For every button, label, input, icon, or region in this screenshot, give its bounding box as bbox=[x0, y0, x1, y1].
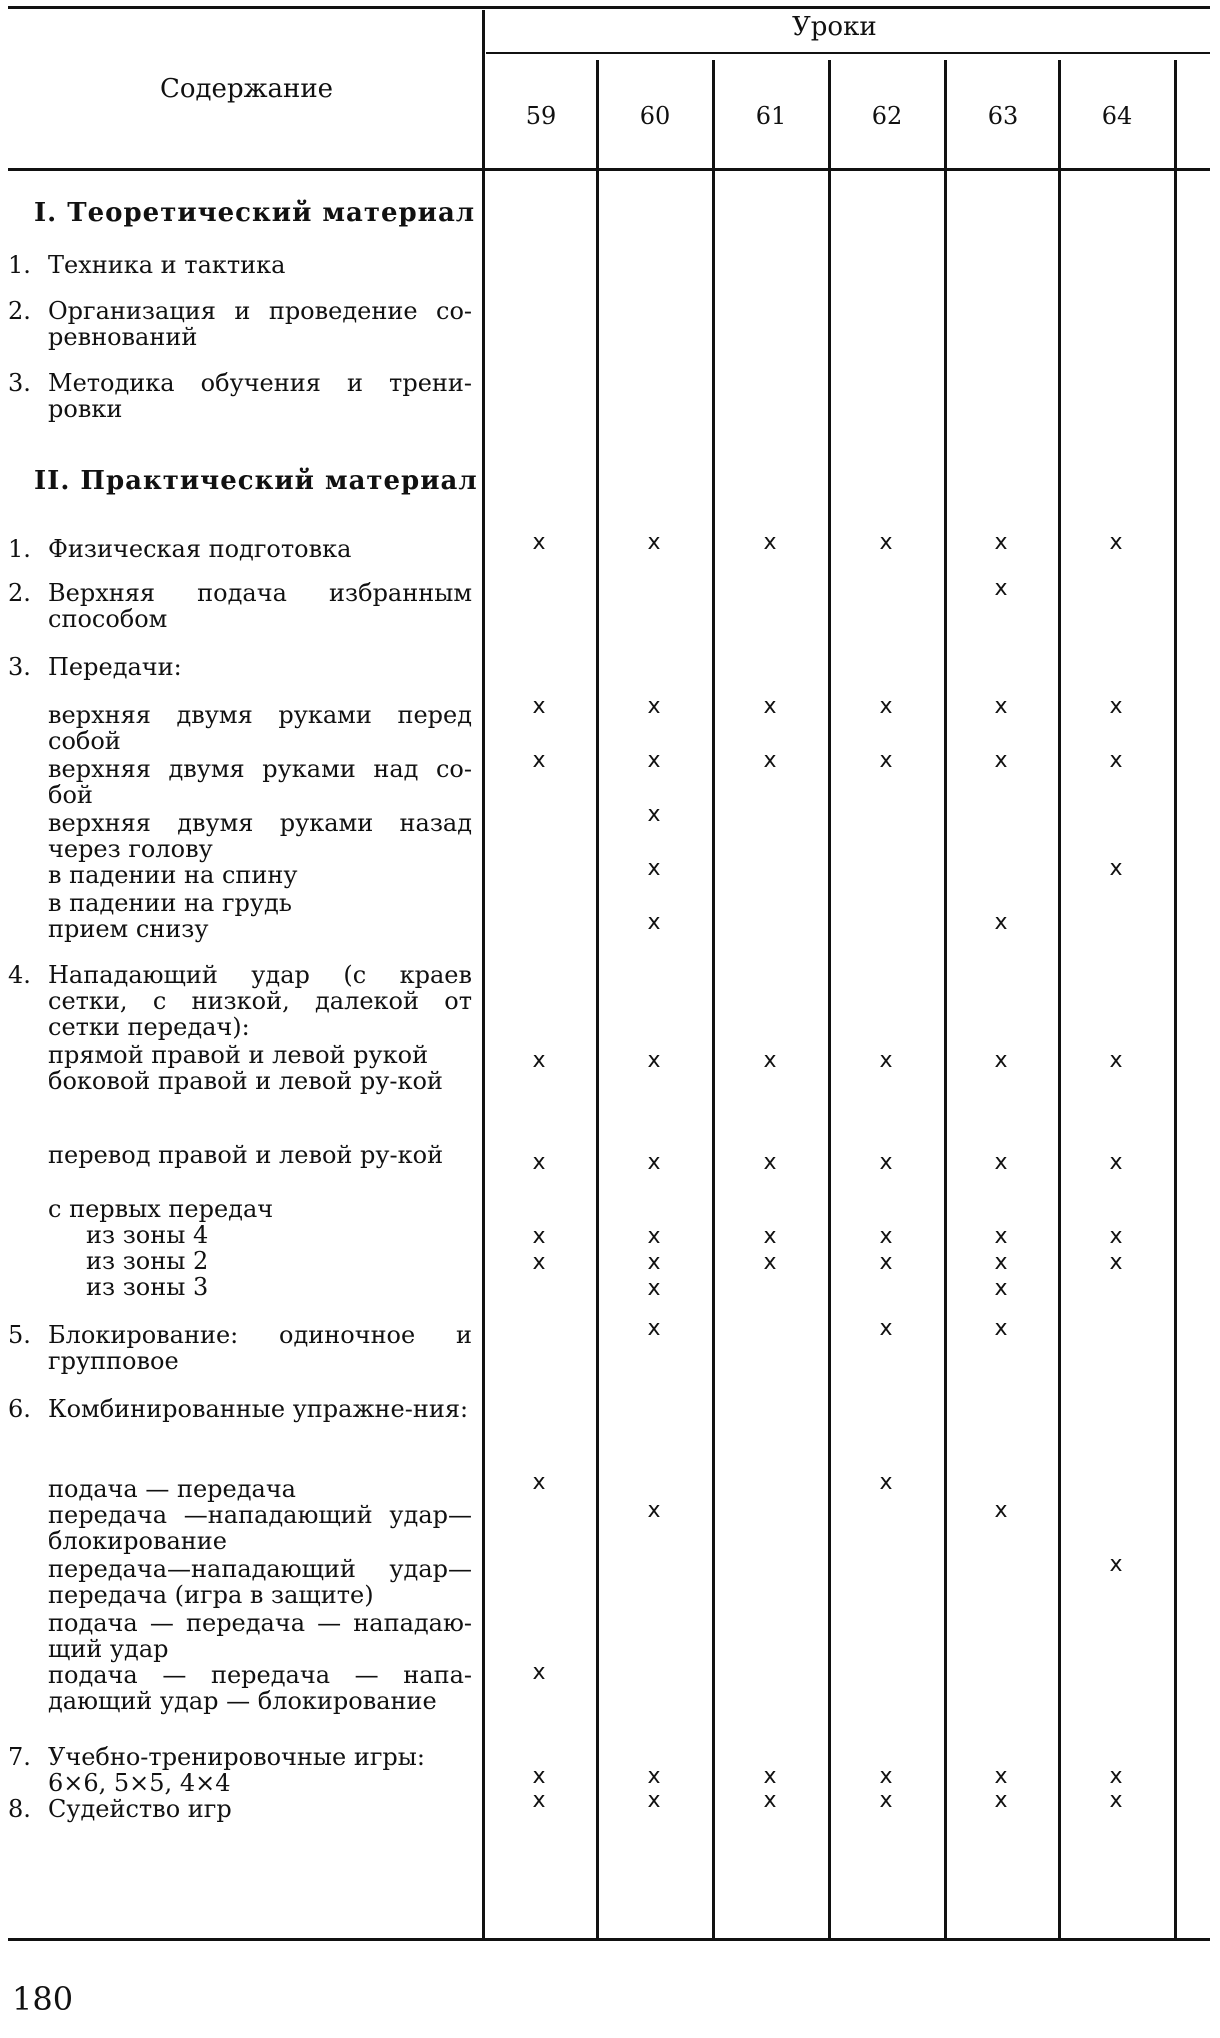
row-text: Судейство игр bbox=[48, 1795, 232, 1823]
lesson-mark: x bbox=[1109, 1764, 1123, 1789]
row-number: 1. bbox=[8, 251, 31, 279]
row-text: Передачи: bbox=[48, 653, 182, 681]
lesson-mark: x bbox=[994, 1276, 1008, 1301]
lesson-mark: x bbox=[879, 1316, 893, 1341]
content-header: Содержание bbox=[160, 74, 334, 104]
row-text: прием снизу bbox=[48, 915, 209, 943]
row-text: Методика обучения и трени-ровки bbox=[48, 369, 472, 423]
page-number: 180 bbox=[12, 1980, 74, 2018]
row-text: Комбинированные упражне-ния: bbox=[48, 1395, 469, 1423]
lesson-mark: x bbox=[532, 1470, 546, 1495]
lesson-mark: x bbox=[1109, 1150, 1123, 1175]
lesson-mark: x bbox=[994, 1224, 1008, 1249]
lesson-mark: x bbox=[763, 1224, 777, 1249]
row-text: Физическая подготовка bbox=[48, 535, 352, 563]
lesson-number: 63 bbox=[987, 102, 1019, 130]
table-bottom-rule bbox=[8, 1938, 1210, 1941]
row-text: Учебно-тренировочные игры: bbox=[48, 1743, 425, 1771]
lesson-mark: x bbox=[994, 1150, 1008, 1175]
lesson-mark: x bbox=[647, 802, 661, 827]
row-text: Нападающий удар (с краев сетки, с низкой, далекой от сетки передач): bbox=[48, 961, 472, 1041]
lesson-mark: x bbox=[879, 1764, 893, 1789]
row-number: 1. bbox=[8, 535, 31, 563]
row-number: 8. bbox=[8, 1795, 31, 1823]
lesson-mark: x bbox=[647, 910, 661, 935]
content-column-divider bbox=[482, 10, 485, 1938]
lesson-mark: x bbox=[647, 1764, 661, 1789]
column-divider bbox=[1058, 60, 1061, 1938]
lesson-mark: x bbox=[647, 694, 661, 719]
lesson-mark: x bbox=[1109, 530, 1123, 555]
row-text: с первых передач bbox=[48, 1195, 274, 1223]
lesson-mark: x bbox=[1109, 1788, 1123, 1813]
lesson-mark: x bbox=[647, 856, 661, 881]
row-number: 4. bbox=[8, 961, 31, 989]
lesson-mark: x bbox=[647, 1048, 661, 1073]
lesson-mark: x bbox=[1109, 1552, 1123, 1577]
lesson-mark: x bbox=[532, 1764, 546, 1789]
lesson-mark: x bbox=[647, 748, 661, 773]
lesson-mark: x bbox=[879, 694, 893, 719]
lesson-mark: x bbox=[763, 1048, 777, 1073]
row-number: 6. bbox=[8, 1395, 31, 1423]
lesson-mark: x bbox=[647, 1224, 661, 1249]
lesson-mark: x bbox=[994, 530, 1008, 555]
lesson-number: 60 bbox=[639, 102, 671, 130]
lesson-mark: x bbox=[994, 1250, 1008, 1275]
row-number: 2. bbox=[8, 297, 31, 325]
lesson-mark: x bbox=[994, 1048, 1008, 1073]
lesson-mark: x bbox=[532, 1048, 546, 1073]
top-rule bbox=[8, 6, 1210, 9]
lesson-mark: x bbox=[994, 748, 1008, 773]
lesson-mark: x bbox=[763, 748, 777, 773]
lesson-mark: x bbox=[1109, 1048, 1123, 1073]
row-number: 7. bbox=[8, 1743, 31, 1771]
lesson-number: 62 bbox=[871, 102, 903, 130]
row-number: 5. bbox=[8, 1321, 31, 1349]
row-text: из зоны 4 bbox=[86, 1221, 209, 1249]
row-text: Верхняя подача избранным способом bbox=[48, 579, 472, 633]
lesson-mark: x bbox=[994, 1498, 1008, 1523]
lesson-mark: x bbox=[532, 694, 546, 719]
lesson-mark: x bbox=[994, 1316, 1008, 1341]
lesson-mark: x bbox=[532, 748, 546, 773]
lesson-mark: x bbox=[532, 1660, 546, 1685]
row-text: из зоны 2 bbox=[86, 1247, 209, 1275]
lesson-mark: x bbox=[994, 910, 1008, 935]
lesson-mark: x bbox=[763, 1764, 777, 1789]
lesson-mark: x bbox=[879, 1048, 893, 1073]
row-text: Организация и проведение со-ревнований bbox=[48, 297, 472, 351]
row-text: Блокирование: одиночное и групповое bbox=[48, 1321, 472, 1375]
lesson-mark: x bbox=[647, 1250, 661, 1275]
lesson-mark: x bbox=[994, 576, 1008, 601]
column-divider bbox=[1174, 60, 1177, 1938]
row-text: верхняя двумя руками назад через голову bbox=[48, 809, 472, 863]
column-divider bbox=[596, 60, 599, 1938]
row-text: из зоны 3 bbox=[86, 1273, 209, 1301]
section-heading-practice: II. Практический материал bbox=[34, 466, 478, 496]
lesson-mark: x bbox=[879, 1150, 893, 1175]
lessons-header: Уроки bbox=[792, 12, 877, 42]
lesson-mark: x bbox=[532, 1150, 546, 1175]
row-text: в падении на грудь bbox=[48, 889, 292, 917]
lesson-mark: x bbox=[763, 530, 777, 555]
row-text: 6×6, 5×5, 4×4 bbox=[48, 1769, 231, 1797]
lesson-mark: x bbox=[1109, 1224, 1123, 1249]
row-text: верхняя двумя руками перед собой bbox=[48, 701, 472, 755]
row-number: 3. bbox=[8, 369, 31, 397]
lesson-mark: x bbox=[532, 1250, 546, 1275]
row-text: боковой правой и левой ру-кой bbox=[48, 1067, 443, 1095]
lesson-number: 59 bbox=[525, 102, 557, 130]
lesson-number: 64 bbox=[1101, 102, 1133, 130]
lesson-mark: x bbox=[647, 1150, 661, 1175]
lesson-mark: x bbox=[647, 530, 661, 555]
lesson-mark: x bbox=[647, 1316, 661, 1341]
lesson-mark: x bbox=[879, 748, 893, 773]
row-number: 2. bbox=[8, 579, 31, 607]
lesson-mark: x bbox=[879, 1250, 893, 1275]
row-text: подача — передача — нападаю-щий удар bbox=[48, 1609, 472, 1663]
lesson-mark: x bbox=[532, 1788, 546, 1813]
column-divider bbox=[828, 60, 831, 1938]
row-text: передача —нападающий удар— блокирование bbox=[48, 1501, 472, 1555]
lesson-mark: x bbox=[1109, 694, 1123, 719]
row-text: прямой правой и левой рукой bbox=[48, 1041, 429, 1069]
column-divider bbox=[712, 60, 715, 1938]
lesson-mark: x bbox=[879, 1788, 893, 1813]
lesson-mark: x bbox=[994, 694, 1008, 719]
lesson-mark: x bbox=[763, 1788, 777, 1813]
section-heading-theory: I. Теоретический материал bbox=[34, 198, 476, 228]
lesson-mark: x bbox=[994, 1764, 1008, 1789]
lesson-mark: x bbox=[1109, 856, 1123, 881]
row-number: 3. bbox=[8, 653, 31, 681]
lessons-rule bbox=[486, 52, 1210, 54]
lesson-mark: x bbox=[994, 1788, 1008, 1813]
lesson-mark: x bbox=[1109, 748, 1123, 773]
column-divider bbox=[944, 60, 947, 1938]
lesson-mark: x bbox=[647, 1498, 661, 1523]
lesson-mark: x bbox=[647, 1788, 661, 1813]
lesson-mark: x bbox=[879, 530, 893, 555]
lesson-mark: x bbox=[763, 1150, 777, 1175]
lesson-mark: x bbox=[647, 1276, 661, 1301]
row-text: подача — передача bbox=[48, 1475, 296, 1503]
lesson-mark: x bbox=[763, 1250, 777, 1275]
lesson-mark: x bbox=[1109, 1250, 1123, 1275]
row-text: перевод правой и левой ру-кой bbox=[48, 1141, 444, 1169]
lesson-mark: x bbox=[879, 1224, 893, 1249]
lesson-mark: x bbox=[532, 1224, 546, 1249]
lesson-mark: x bbox=[879, 1470, 893, 1495]
lesson-mark: x bbox=[532, 530, 546, 555]
row-text: передача—нападающий удар— передача (игра в защите) bbox=[48, 1555, 472, 1609]
lesson-number: 61 bbox=[755, 102, 787, 130]
row-text: верхняя двумя руками над со-бой bbox=[48, 755, 472, 809]
lesson-mark: x bbox=[763, 694, 777, 719]
row-text: в падении на спину bbox=[48, 861, 298, 889]
row-text: подача — передача — напа-дающий удар — блокирование bbox=[48, 1661, 472, 1715]
row-text: Техника и тактика bbox=[48, 251, 286, 279]
header-bottom-rule bbox=[8, 168, 1210, 171]
